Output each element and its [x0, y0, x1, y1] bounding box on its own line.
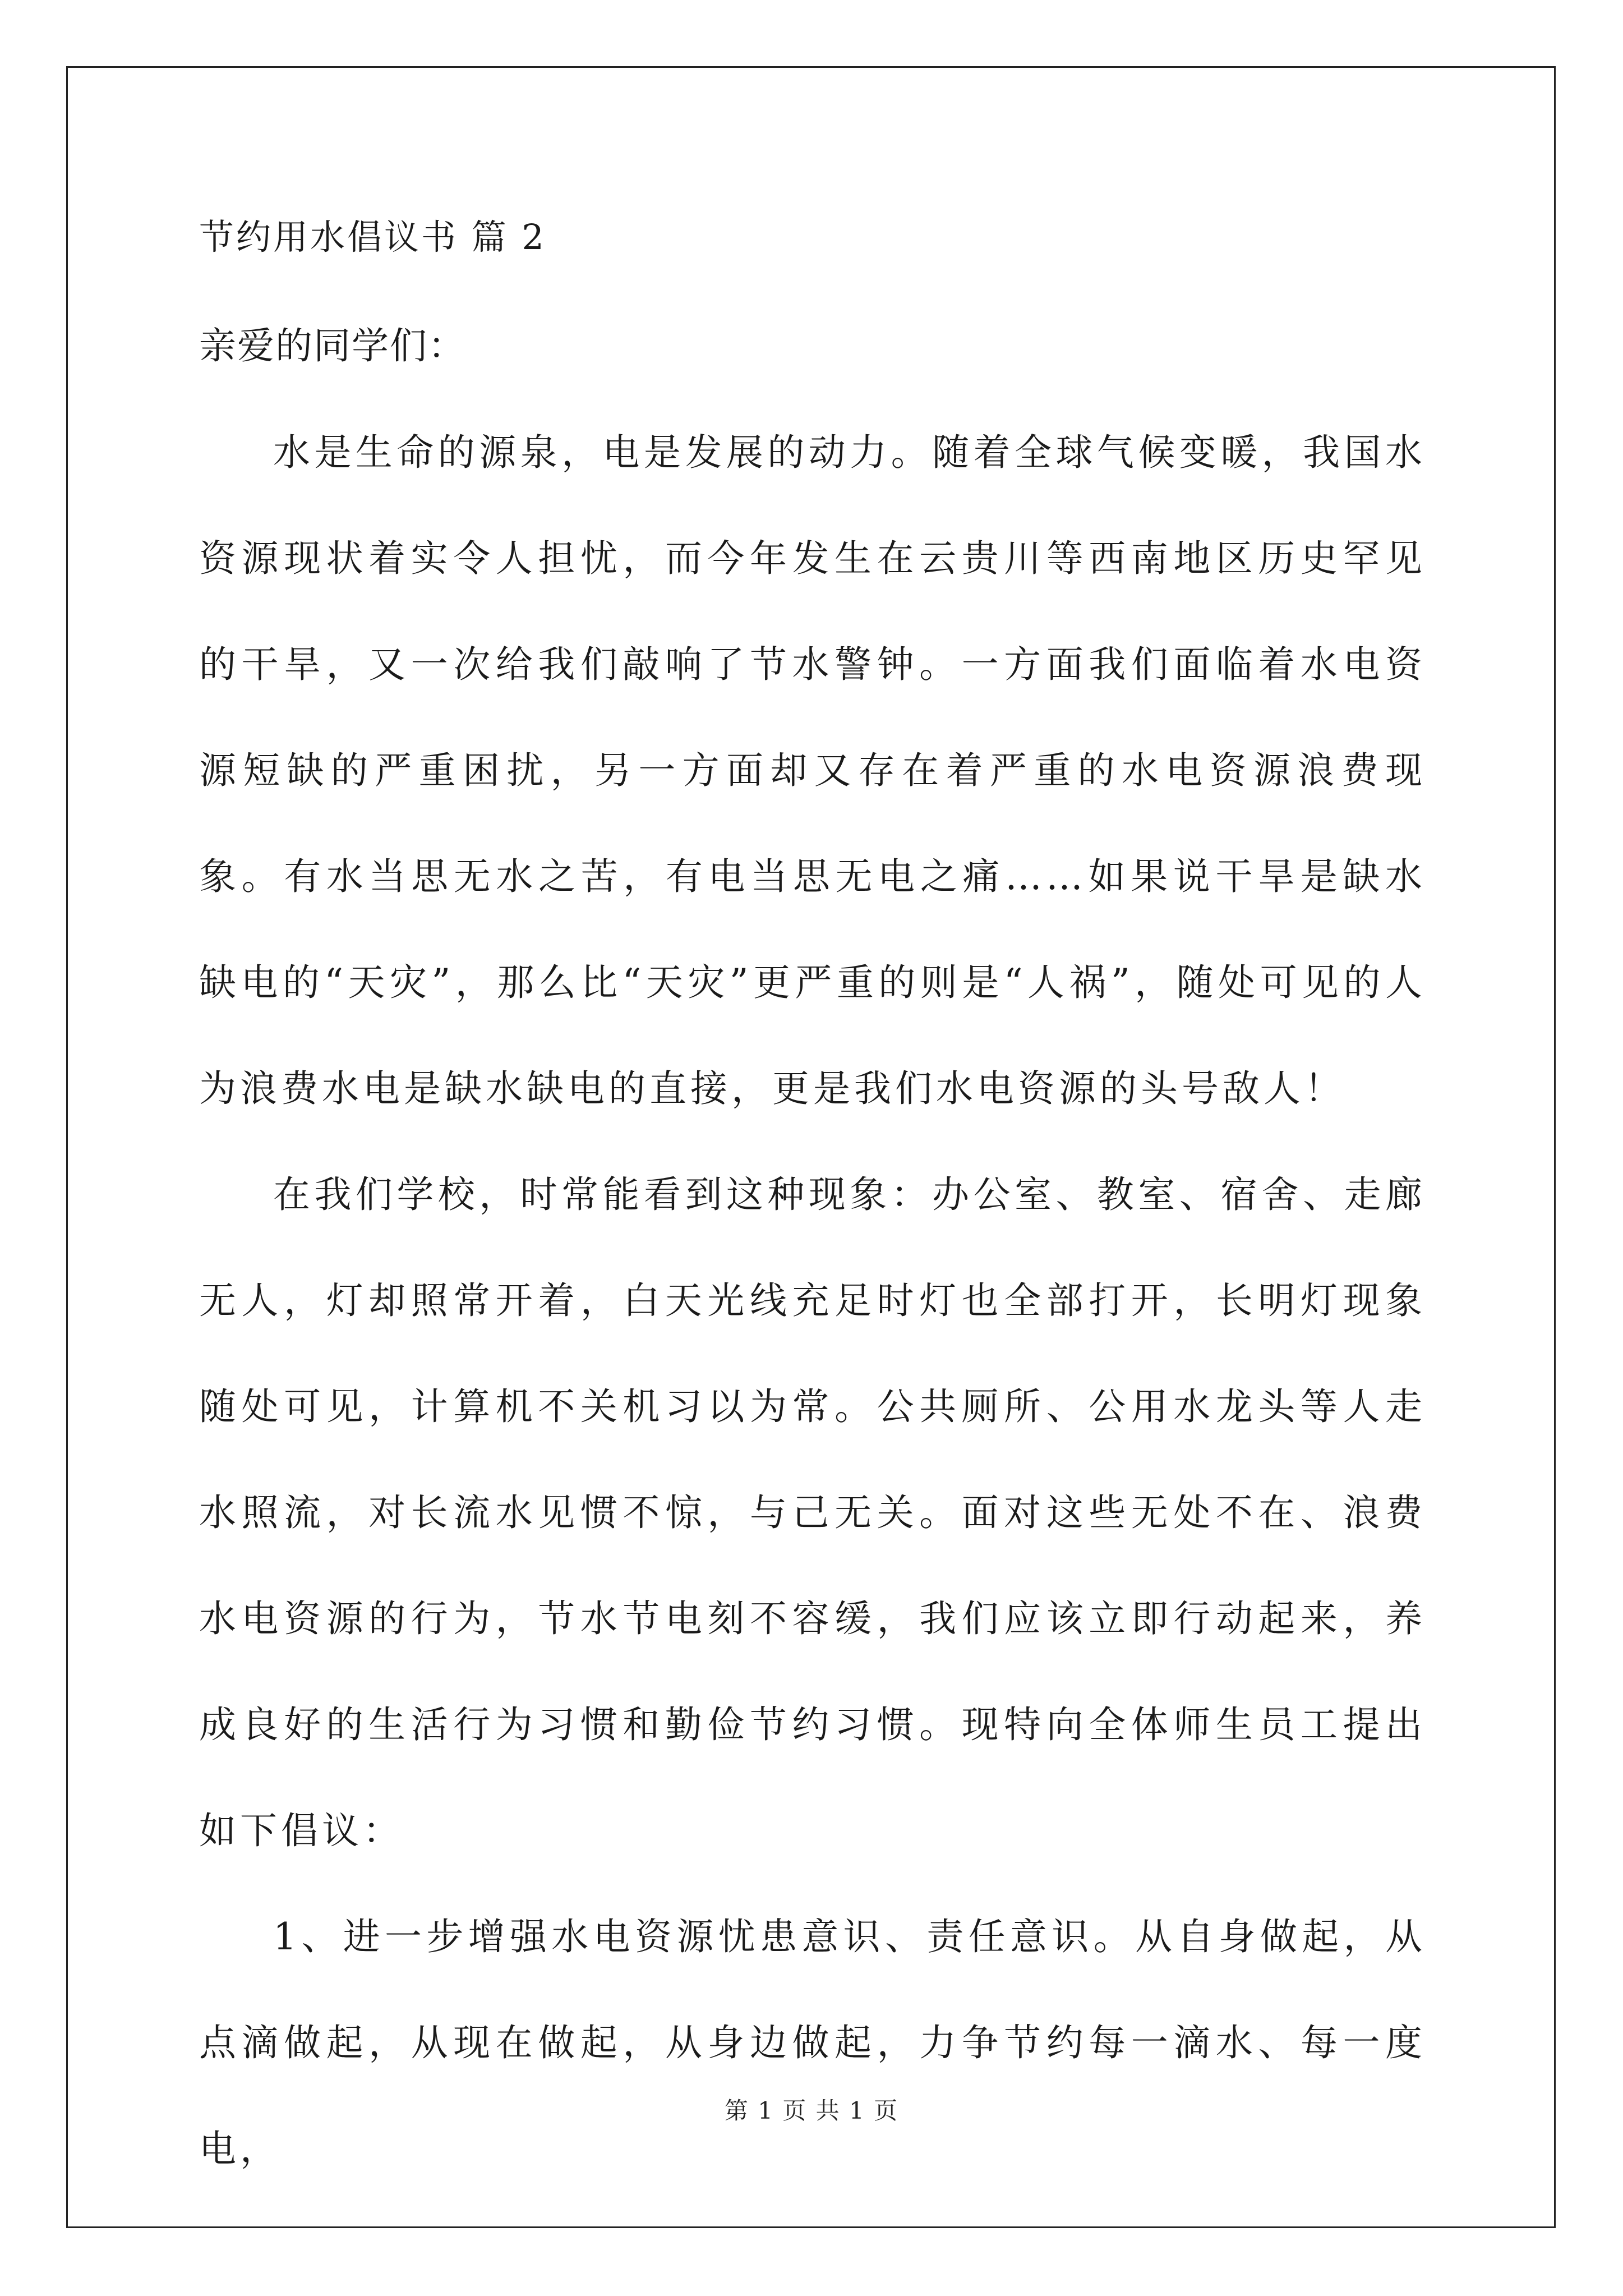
document-title: 节约用水倡议书 篇 2	[199, 217, 546, 257]
salutation: 亲爱的同学们：	[199, 324, 466, 367]
document-body	[199, 217, 1426, 2202]
page-footer: 第 1 页 共 1 页	[724, 2097, 899, 2124]
paragraph-1: 水是生命的源泉，电是发展的动力。随着全球气候变暖，我国水资源现状着实令人担忧，而今年发生在云贵川等西南地区历史罕见的干旱，又一次给我们敲响了节水警钟。一方面我们面临着水电资源短缺的严重困扰，另一方面却又存在着严重的水电资源浪费现象。有水当思无水之苦，有电当思无电之痛……如果说干旱是缺水缺电的“天灾”，那么比“天灾”更严重的则是“人祸”，随处可见的人为浪费水电是缺水缺电的直接，更是我们水电资源的头号敌人！	[199, 431, 1426, 1110]
paragraph-2: 在我们学校，时常能看到这种现象：办公室、教室、宿舍、走廊无人，灯却照常开着，白天光线充足时灯也全部打开，长明灯现象随处可见，计算机不关机习以为常。公共厕所、公用水龙头等人走水照流，对长流水见惯不惊，与己无关。面对这些无处不在、浪费水电资源的行为，节水节电刻不容缓，我们应该立即行动起来，养成良好的生活行为习惯和勤俭节约习惯。现特向全体师生员工提出如下倡议：	[199, 1173, 1426, 1852]
paragraph-3: 1、进一步增强水电资源忧患意识、责任意识。从自身做起，从点滴做起，从现在做起，从身边做起，力争节约每一滴水、每一度电，	[199, 1915, 1426, 2170]
